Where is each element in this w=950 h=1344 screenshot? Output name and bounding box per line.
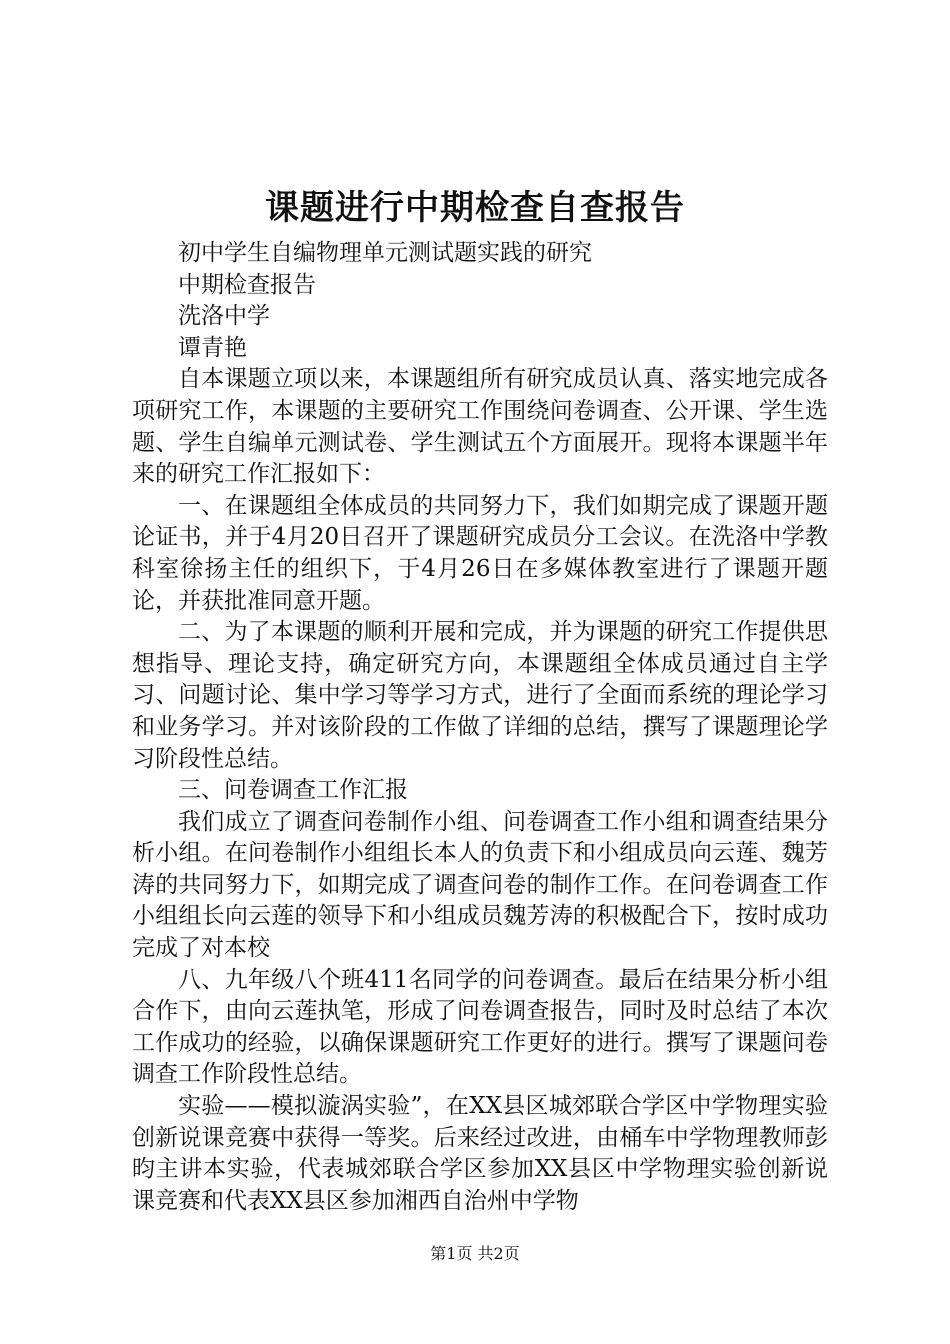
- author-line: 谭青艳: [178, 334, 247, 361]
- report-type-line: 中期检查报告: [178, 271, 316, 298]
- paragraph-experiment: 实验——模拟漩涡实验”，在XX县区城郊联合学区中学物理实验创新说课竞赛中获得一等奖。后来经过改进，由桶车中学物理教师彭昀主讲本实验，代表城郊联合学区参加XX县区中学物理实验创新说课竞赛和代表XX县区参加湘西自治州中学物: [132, 1093, 828, 1214]
- paragraph-survey-team: 我们成立了调查问卷制作小组、问卷调查工作小组和调查结果分析小组。在问卷制作小组组长本人的负责下和小组成员向云莲、魏芳涛的共同努力下，如期完成了调查问卷的制作工作。在问卷调查工作小组组长向云莲的领导下和小组成员魏芳涛的积极配合下，按时成功完成了对本校: [132, 808, 828, 962]
- paragraph-section-2: 二、为了本课题的顺利开展和完成，并为课题的研究工作提供思想指导、理论支持，确定研究方向，本课题组全体成员通过自主学习、问题讨论、集中学习等学习方式，进行了全面而系统的理论学习和业务学习。并对该阶段的工作做了详细的总结，撰写了课题理论学习阶段性总结。: [132, 619, 828, 772]
- paragraph-intro: 自本课题立项以来，本课题组所有研究成员认真、落实地完成各项研究工作，本课题的主要研究工作围绕问卷调查、公开课、学生选题、学生自编单元测试卷、学生测试五个方面展开。现将本课题半年来的研究工作汇报如下：: [132, 366, 828, 488]
- document-body: [132, 238, 828, 1217]
- section-3-heading: 三、问卷调查工作汇报: [178, 777, 408, 804]
- page-footer: 第1页 共2页: [430, 1244, 520, 1263]
- paragraph-survey-result: 八、九年级八个班411名同学的问卷调查。最后在结果分析小组合作下，由向云莲执笔，形成了问卷调查报告，同时及时总结了本次工作成功的经验，以确保课题研究工作更好的进行。撰写了课题问卷调查工作阶段性总结。: [132, 966, 828, 1088]
- school-line: 洗洛中学: [178, 303, 270, 330]
- document-title: 课题进行中期检查自查报告: [265, 188, 685, 228]
- subject-line: 初中学生自编物理单元测试题实践的研究: [178, 240, 592, 266]
- paragraph-section-1: 一、在课题组全体成员的共同努力下，我们如期完成了课题开题论证书，并于4月20日召开了课题研究成员分工会议。在洗洛中学教科室徐扬主任的组织下，于4月26日在多媒体教室进行了课题开题论，并获批准同意开题。: [132, 492, 828, 614]
